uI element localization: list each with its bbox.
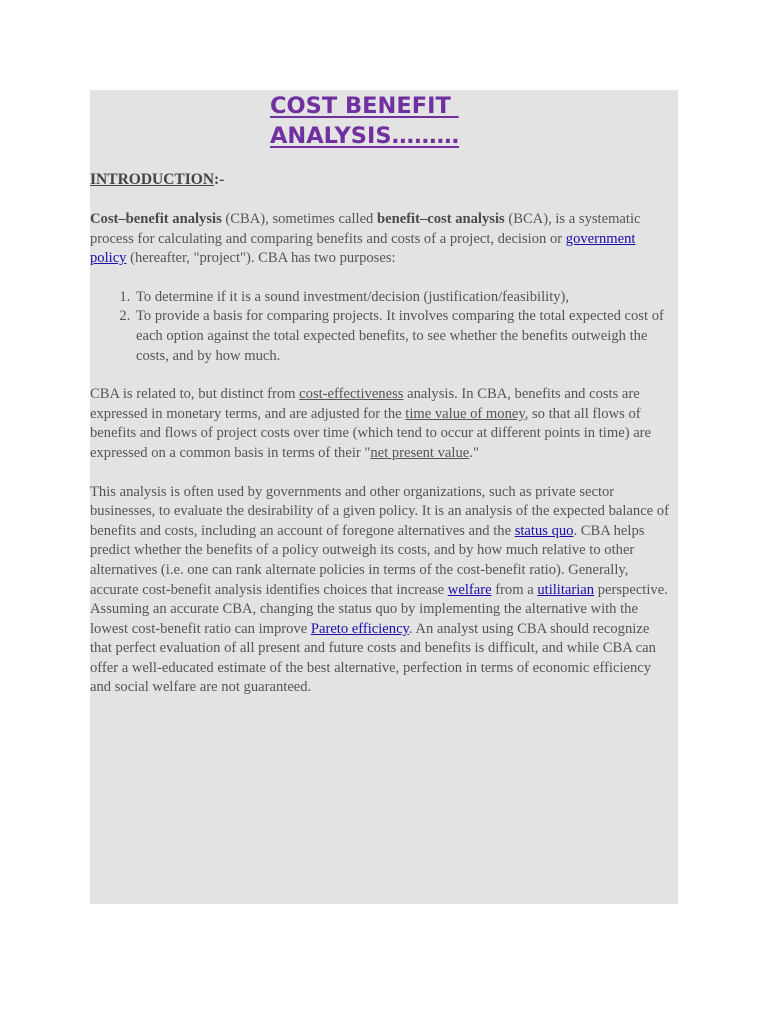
introduction-heading-suffix: :- [214,171,225,188]
title-line-2: ANALYSIS……… [270,123,460,149]
text-span: . CBA helps predict whether the benefits of a policy outweigh its costs, and by how much relative to other alternatives (i.e. one can rank alternate policies in terms of the cost-benefit ratio). Generally, accurate cost-benefit analysis identifies choices that increase [90,522,645,598]
text-span: CBA is related to, but distinct from [90,386,300,403]
link-status-quo[interactable]: status quo [514,522,574,539]
page-title [270,91,459,151]
link-utilitarian[interactable]: utilitarian [537,581,595,598]
term-benefit-cost-analysis: benefit–cost analysis [377,211,505,227]
link-welfare[interactable]: welfare [447,581,492,598]
list-item: 2. To provide a basis for comparing projects. It involves comparing the total expected cost of each option against the total expected benefits, to see whether the benefits outweigh the costs, and by how much. [134,307,672,366]
link-pareto-efficiency[interactable]: Pareto efficiency [310,620,409,637]
text-span: analysis. In CBA, benefits and costs are expressed in monetary terms, and are adjusted for the [90,386,640,422]
introduction-heading [90,170,672,190]
introduction-heading-text: INTRODUCTION [90,171,215,188]
paragraph-related [90,385,672,463]
text-span: (hereafter, "project"). CBA has two purposes: [126,250,396,267]
paragraph-usage [90,483,672,699]
document-body [90,170,672,717]
list-item: 1. To determine if it is a sound investment/decision (justification/feasibility), [134,288,672,308]
link-net-present-value[interactable]: net present value [370,444,470,461]
link-cost-effectiveness[interactable]: cost-effectiveness [299,386,404,403]
text-span: perspective. Assuming an accurate CBA, changing the status quo by implementing the alternative with the lowest cost-benefit ratio can improve [90,581,668,637]
text-span: , so that all flows of benefits and flows of project costs over time (which tend to occur at different points in time) are expressed on a common basis in terms of their " [90,405,652,461]
text-span: ." [469,444,479,461]
text-span: (CBA), sometimes called [221,211,377,227]
text-span: (BCA), is a systematic process for calculating and comparing benefits and costs of a project, decision or [90,211,641,247]
text-span: This analysis is often used by governments and other organizations, such as private sector businesses, to evaluate the desirability of a given policy. It is an analysis of the expected balance of benefits and costs, including an account of foregone alternatives and the [90,483,669,539]
link-time-value-of-money[interactable]: time value of money [405,405,525,422]
purposes-list [90,288,672,366]
title-line-1: COST BENEFIT [270,93,459,119]
paragraph-definition [90,210,672,269]
document-page [90,90,678,904]
link-government-policy[interactable]: government policy [90,230,636,267]
text-span: from a [491,581,538,598]
term-cost-benefit-analysis: Cost–benefit analysis [90,211,222,227]
text-span: . An analyst using CBA should recognize that perfect evaluation of all present and future costs and benefits is difficult, and while CBA can offer a well-educated estimate of the best alternative, perfection in terms of economic efficiency and social welfare are not guaranteed. [90,620,656,696]
